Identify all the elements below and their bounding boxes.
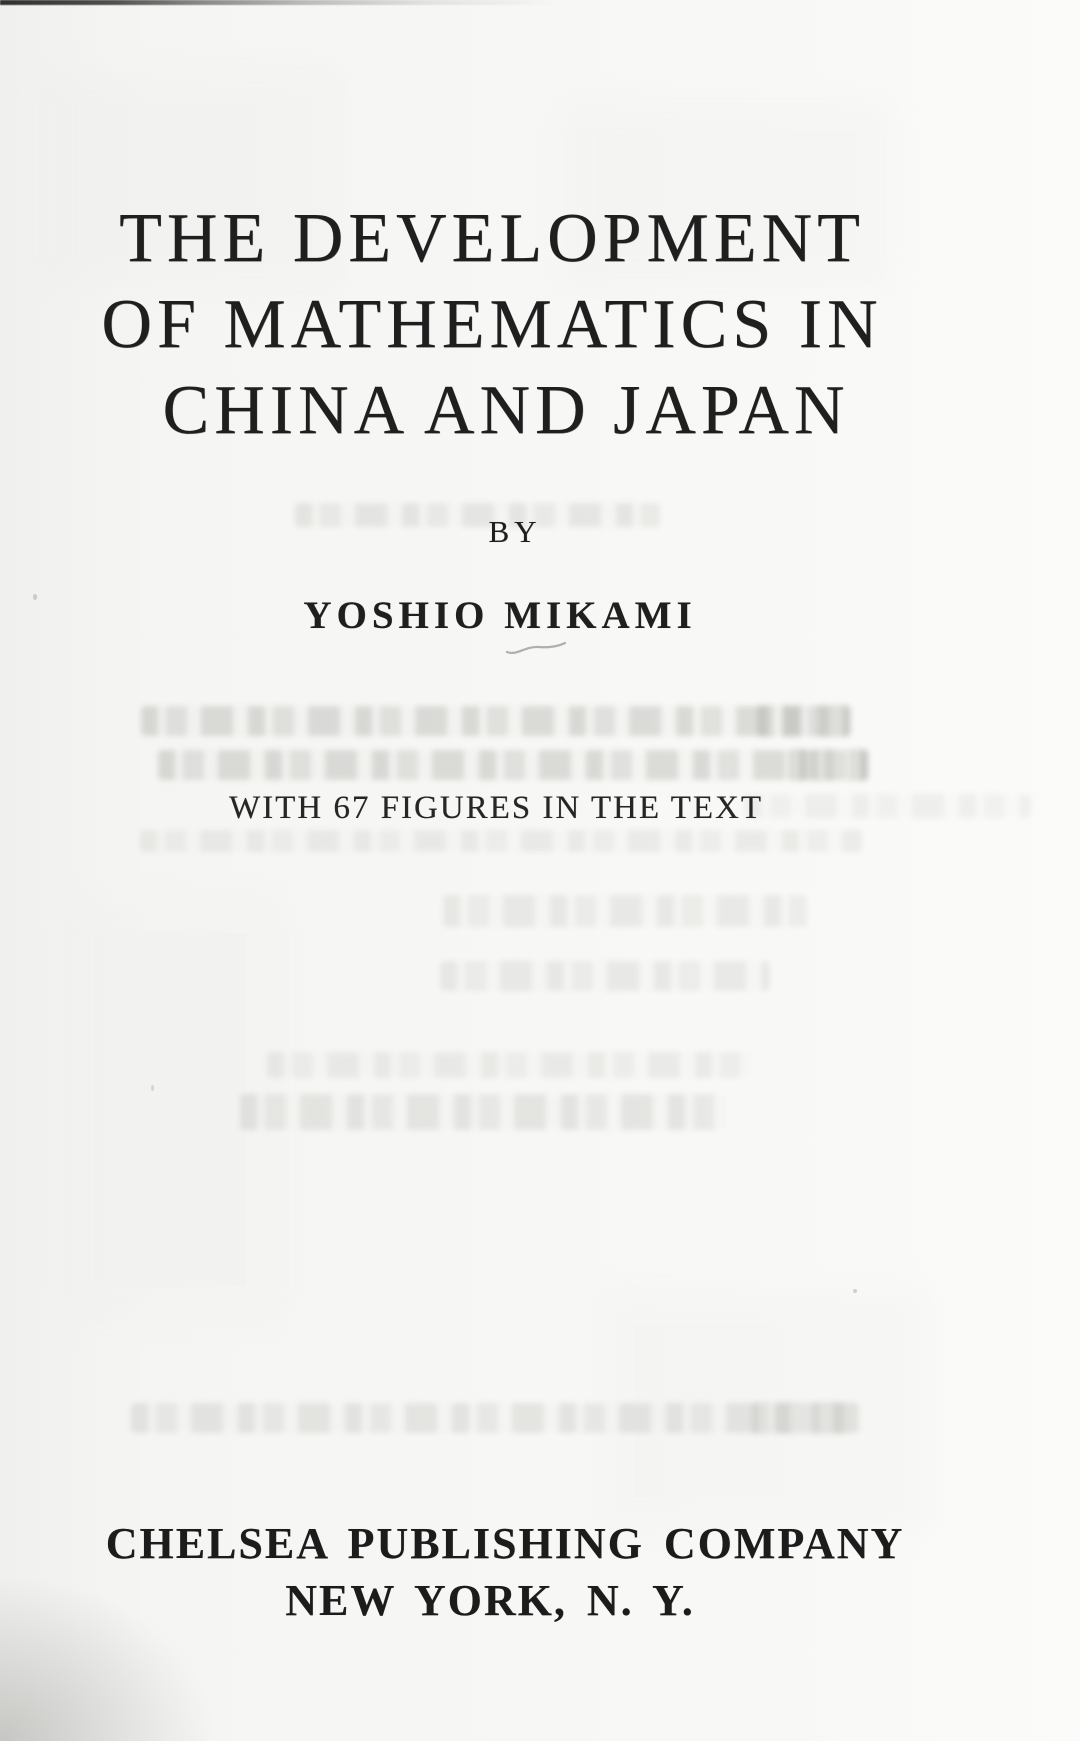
book-title [0,196,994,454]
book-title-line-1: THE DEVELOPMENT [119,200,865,277]
paper-speck [33,594,37,600]
bleed-through-line [440,961,770,991]
book-title-line-2: OF MATHEMATICS IN [101,286,883,363]
bleed-through-line [788,749,868,781]
publisher-name: CHELSEA PUBLISHING COMPANY [105,1519,905,1568]
publisher-city: NEW YORK, N. Y. [285,1576,695,1625]
bleed-through-line [267,1052,753,1078]
bleed-through-line [141,706,851,736]
bleed-through-line [757,705,849,737]
bleed-through-line [752,1402,856,1434]
paper-speck [853,1289,857,1293]
paper-speck [151,1085,154,1091]
scan-edge-artifact [0,0,560,5]
pencil-mark [505,640,567,658]
book-title-line-3: CHINA AND JAPAN [162,372,850,449]
author-name: YOSHIO MIKAMI [303,594,697,637]
bleed-through-line [443,895,807,927]
bleed-through-line [131,1403,859,1433]
figures-note: WITH 67 FIGURES IN THE TEXT [229,790,763,826]
bleed-through-line [140,830,862,852]
bleed-through-line [158,750,868,780]
byline-label: BY [488,514,542,549]
bleed-through-line [240,1094,726,1130]
